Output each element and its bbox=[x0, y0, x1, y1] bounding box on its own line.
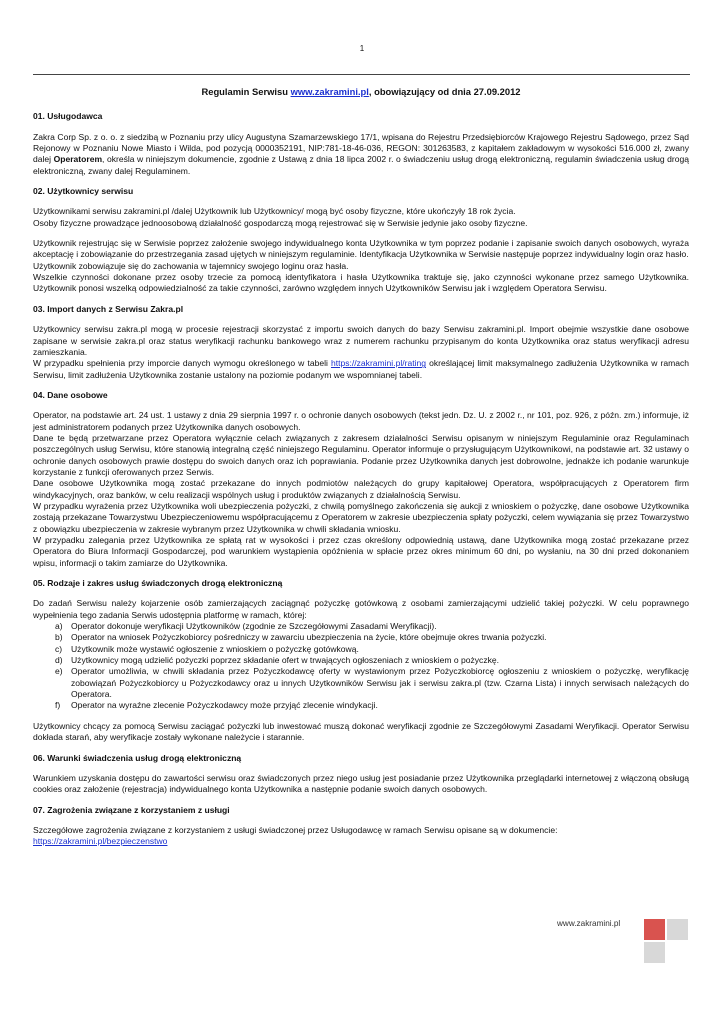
list-item: e) Operator umożliwia, w chwili składania przez Pożyczkodawcę oferty w wystawionym przez Pożyczkobiorcę ogłoszeniu z wnioskiem o pożyczkę, weryfikację zobowiązań Pożyczkobiorcy u Pożyczkodawcy oraz u innych Użytkowników Serwisu jak i serwisu zakra.pl (tzw. Czarna Lista) i innych serwisach należących do Operatora. bbox=[55, 666, 689, 700]
security-link[interactable]: https://zakramini.pl/bezpieczenstwo bbox=[33, 836, 168, 847]
paragraph: Warunkiem uzyskania dostępu do zawartości serwisu oraz świadczonych przez niego usług jest posiadanie przez Użytkownika przeglądarki internetowej z włączoną obsługą cookies oraz założenie (rejestracja) indywidualnego konta Użytkownika a następnie podanie swoich danych osobowych. bbox=[33, 772, 689, 795]
services-list bbox=[33, 621, 689, 712]
paragraph: Dane osobowe Użytkownika mogą zostać przekazane do innych podmiotów należących do grupy kapitałowej Operatora, współpracujących z Operatorem firm windykacyjnych, oraz banków, w celu realizacji wspólnych usług i produktów związanych z działalnością Serwisu. bbox=[33, 478, 689, 500]
list-item: b) Operator na wniosek Pożyczkobiorcy pośredniczy w zawarciu ubezpieczenia na życie, które obejmuje okres trwania pożyczki. bbox=[55, 632, 547, 643]
paragraph: Dane te będą przetwarzane przez Operatora wyłącznie celach związanych z zakresem działalności Serwisu opisanym w niniejszym Regulaminie oraz Regulaminach poszczególnych usług Serwisu, które stanowią integralną część niniejszego Regulaminu. Operator informuje o przysługującym Użytkownikowi, na podstawie art. 32 ustawy o ochronie danych osobowych prawie dostępu do swoich danych oraz ich poprawiania. Podanie przez Użytkownika danych jest dobrowolne, jednakże ich podanie warunkuje korzystanie z funkcji oferowanych przez Serwis. bbox=[33, 432, 689, 477]
paragraph: Użytkownik zobowiązuje się do zachowania w tajemnicy swojego loginu oraz hasła. bbox=[33, 260, 349, 271]
title-prefix: Regulamin Serwisu bbox=[201, 86, 291, 97]
list-item: f) Operator na wyraźne zlecenie Pożyczkodawcy może przyjąć zlecenie windykacji. bbox=[55, 700, 378, 711]
section-uzytkownicy bbox=[33, 186, 689, 295]
section-heading: 06. Warunki świadczenia usług drogą elektroniczną bbox=[33, 752, 242, 763]
paragraph: Wszelkie czynności dokonane przez osoby trzecie za pomocą identyfikatora i hasła Użytkownika traktuje się, jako czynności wykonane przez samego Użytkownika. Użytkownik ponosi wszelką odpowiedzialność za takie czynności, zarówno względem innych Użytkowników Serwisu jak i względem Operatora Serwisu. bbox=[33, 272, 689, 294]
paragraph: W przypadku wyrażenia przez Użytkownika woli ubezpieczenia pożyczki, z chwilą pomyślnego zakończenia się aukcji z wnioskiem o pożyczkę, dane osobowe Użytkownika zostają przekazane Towarzystwu Ubezpieczeniowemu współpracującemu z Operatorem w zakresie ubezpieczenia spłaty pożyczki, celem wywiązania się przez Towarzystwo z obowiązku ubezpieczenia w zakresie wybranym przez Użytkownika w chwili składania wniosku. bbox=[33, 500, 689, 534]
section-rodzaje-uslug bbox=[33, 578, 689, 743]
section-heading: 01. Usługodawca bbox=[33, 111, 103, 122]
paragraph: Zakra Corp Sp. z o. o. z siedzibą w Poznaniu przy ulicy Augustyna Szamarzewskiego 17/1, wpisana do Rejestru Przedsiębiorców Krajowego Rejestru Sądowego, przez Sąd Rejonowy w Poznaniu Nowe Miasto i Wilda, pod pozycją 0000352191, NIP:781-18-46-036, REGON: 301263583, z kapitałem zakładowym w wysokości 516.000 zł, zwany dalej Operatorem, określa w niniejszym dokumencie, zgodnie z Ustawą z dnia 18 lipca 2002 r. o świadczeniu usług drogą elektroniczną, regulamin świadczenia usług drogą elektroniczną, zwany dalej Regulaminem. bbox=[33, 131, 689, 176]
paragraph: Operator, na podstawie art. 24 ust. 1 ustawy z dnia 29 sierpnia 1997 r. o ochronie danych osobowych (tekst jedn. Dz. U. z 2002 r., nr 101, poz. 926, z późn. zm.) informuje, iż jest administratorem podanych przez Użytkownika danych osobowych. bbox=[33, 410, 689, 432]
list-item: c) Użytkownik może wystawić ogłoszenie z wnioskiem o pożyczkę gotówkową. bbox=[55, 643, 359, 654]
operator-term: Operatorem bbox=[53, 154, 103, 165]
list-item: d) Użytkownicy mogą udzielić pożyczki poprzez składanie ofert w trwających ogłoszeniach z wnioskiem o pożyczkę. bbox=[55, 655, 499, 666]
title-site-link[interactable]: www.zakramini.pl bbox=[290, 86, 369, 97]
paragraph: Użytkownicy chcący za pomocą Serwisu zaciągać pożyczki lub inwestować muszą dokonać weryfikacji zgodnie ze Szczegółowymi Zasadami Weryfikacji. Operator Serwisu dokłada starań, aby weryfikacje zostały wykonane należycie i starannie. bbox=[33, 720, 689, 743]
section-heading: 03. Import danych z Serwisu Zakra.pl bbox=[33, 303, 184, 314]
section-uslugodawca bbox=[33, 111, 689, 177]
section-heading: 04. Dane osobowe bbox=[33, 389, 108, 400]
paragraph: Użytkownikami serwisu zakramini.pl /dalej Użytkownik lub Użytkownicy/ mogą być osoby fizyczne, które ukończyły 18 rok życia. bbox=[33, 206, 516, 217]
rating-link[interactable]: https://zakramini.pl/rating bbox=[330, 358, 426, 369]
section-zagrozenia bbox=[33, 805, 689, 848]
paragraph: Osoby fizyczne prowadzące jednoosobową działalność gospodarczą mogą rejestrować się w Serwisie jedynie jako osoby fizyczne. bbox=[33, 217, 528, 228]
title-suffix: , obowiązujący od dnia 27.09.2012 bbox=[368, 86, 521, 97]
page-number: 1 bbox=[359, 44, 365, 53]
paragraph: Do zadań Serwisu należy kojarzenie osób zamierzających zaciągnąć pożyczkę gotówkową z osobami zamierzającymi udzielić takiej pożyczki. W celu poprawnego wypełnienia tego zadania Serwis udostępnia platformę w ramach, której: bbox=[33, 598, 689, 620]
paragraph: Użytkownik rejestrując się w Serwisie poprzez założenie swojego indywidualnego konta Użytkownika w tym poprzez podanie i zapisanie swoich danych osobowych, wyraża akceptację i zobowiązanie do przestrzegania zasad ujętych w niniejszym regulaminie. Identyfikacja Użytkownika w Serwisie następuje poprzez indywidualny login oraz hasło. bbox=[33, 238, 689, 260]
paragraph: W przypadku spełnienia przy imporcie danych wymogu określonego w tabeli https://zakramini.pl/rating określającej limit maksymalnego zadłużenia Użytkownika w ramach Serwisu, limit zadłużenia Użytkownika zostanie ustalony na poziomie podanym we wspomnianej tabeli. bbox=[33, 358, 689, 380]
section-warunki bbox=[33, 753, 689, 796]
paragraph: Użytkownicy serwisu zakra.pl mogą w procesie rejestracji skorzystać z importu swoich danych do bazy Serwisu zakramini.pl. Import obejmie wszystkie dane osobowe zapisane w serwisie zakra.pl oraz status weryfikacji rachunku bankowego wraz z numerem rachunku przypisanym do konta Użytkownika oraz status weryfikacji adresu zamieszkania. bbox=[33, 324, 689, 357]
logo-square-red bbox=[644, 919, 665, 940]
section-heading: 07. Zagrożenia związane z korzystaniem z usługi bbox=[33, 804, 230, 815]
section-dane-osobowe bbox=[33, 390, 689, 569]
paragraph bbox=[33, 836, 689, 847]
logo-square-gray bbox=[667, 919, 688, 940]
list-item: a) Operator dokonuje weryfikacji Użytkowników (zgodnie ze Szczegółowymi Zasadami Weryfikacji). bbox=[55, 621, 437, 632]
section-heading: 05. Rodzaje i zakres usług świadczonych drogą elektroniczną bbox=[33, 578, 283, 589]
document-title bbox=[33, 86, 689, 97]
top-divider bbox=[33, 74, 690, 75]
footer-url: www.zakramini.pl bbox=[557, 919, 621, 928]
paragraph: Szczegółowe zagrożenia związane z korzystaniem z usługi świadczonej przez Usługodawcę w ramach Serwisu opisane są w dokumencie: bbox=[33, 824, 558, 835]
document-body bbox=[33, 86, 689, 857]
section-import bbox=[33, 304, 689, 381]
logo-square-gray bbox=[644, 942, 665, 963]
paragraph: W przypadku zalegania przez Użytkownika ze spłatą rat w wysokości i przez czas określony odpowiednią ustawą, dane Użytkownika mogą zostać przekazane przez Operatora do Biura Informacji Gospodarczej, pod warunkiem wystąpienia opóźnienia w spłacie przez okres minimum 60 dni, po wysłaniu, na 30 dni przed dokonaniem wpisu, informacji o takim zamiarze do Użytkownika. bbox=[33, 535, 689, 568]
section-heading: 02. Użytkownicy serwisu bbox=[33, 186, 134, 197]
